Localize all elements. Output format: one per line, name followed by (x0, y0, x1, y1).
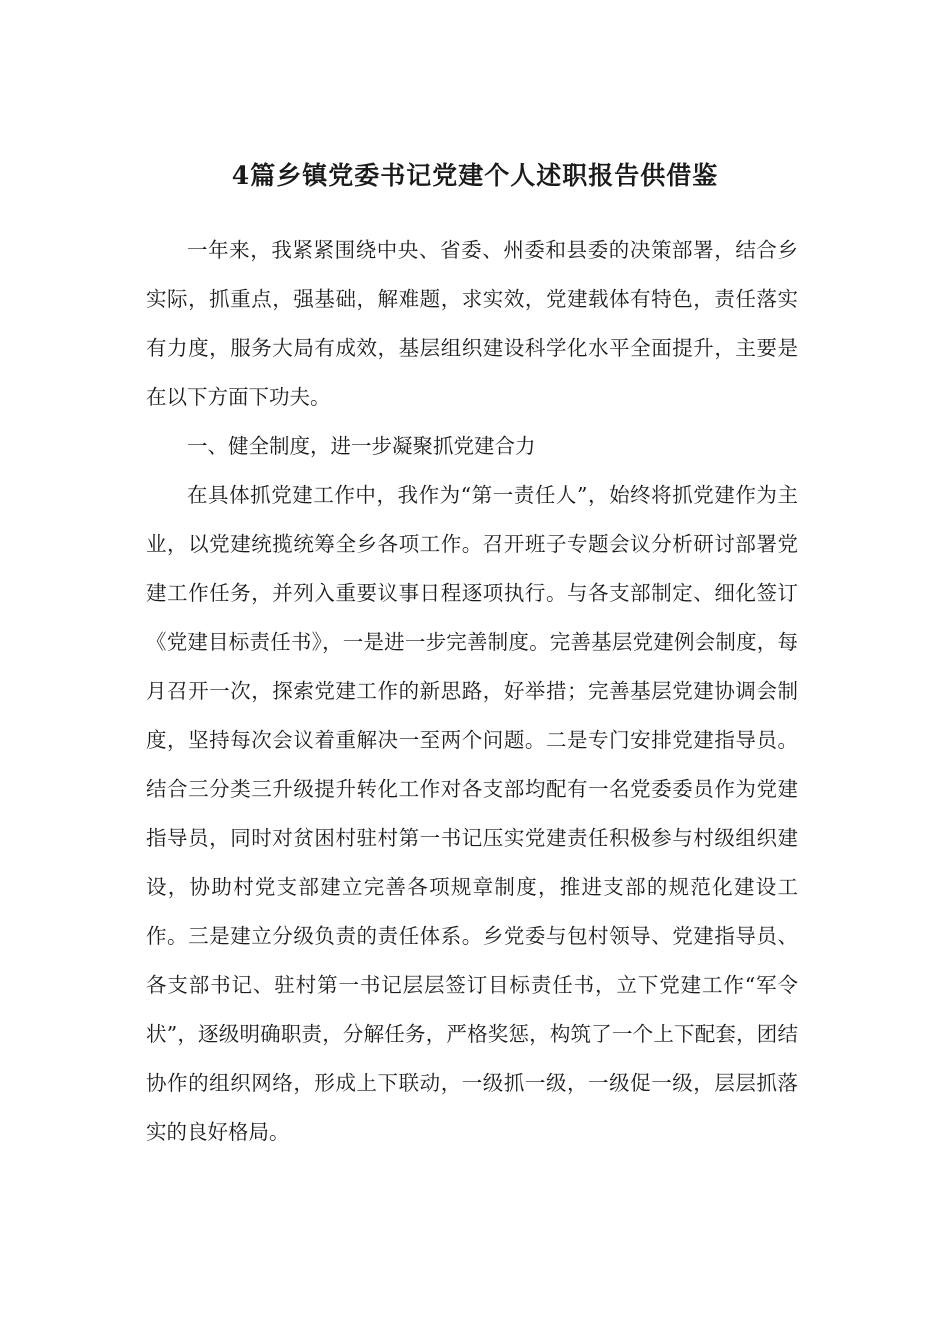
document-body (146, 226, 798, 1157)
document-title: 4篇乡镇党委书记党建个人述职报告供借鉴 (231, 161, 719, 190)
intro-paragraph: 一年来，我紧紧围绕中央、省委、州委和县委的决策部署，结合乡实际，抓重点，强基础，解难题，求实效，党建载体有特色，责任落实有力度，服务大局有成效，基层组织建设科学化水平全面提升，主要是在以下方面下功夫。 (146, 238, 798, 409)
section-heading: 一、健全制度，进一步凝聚抓党建合力 (187, 434, 536, 458)
body-paragraph: 在具体抓党建工作中，我作为“第一责任人”，始终将抓党建作为主业，以党建统揽统筹全乡各项工作。召开班子专题会议分析研讨部署党建工作任务，并列入重要议事日程逐项执行。与各支部制定、细化签订《党建目标责任书》，一是进一步完善制度。完善基层党建例会制度，每月召开一次，探索党建工作的新思路，好举措；完善基层党建协调会制度，坚持每次会议着重解决一至两个问题。二是专门安排党建指导员。结合三分类三升级提升转化工作对各支部均配有一名党委委员作为党建指导员，同时对贫困村驻村第一书记压实党建责任积极参与村级组织建设，协助村党支部建立完善各项规章制度，推进支部的规范化建设工作。三是建立分级负责的责任体系。乡党委与包村领导、党建指导员、各支部书记、驻村第一书记层层签订目标责任书，立下党建工作“军令状”，逐级明确职责，分解任务，严格奖惩，构筑了一个上下配套，团结协作的组织网络，形成上下联动，一级抓一级，一级促一级，层层抓落实的良好格局。 (146, 483, 798, 1144)
